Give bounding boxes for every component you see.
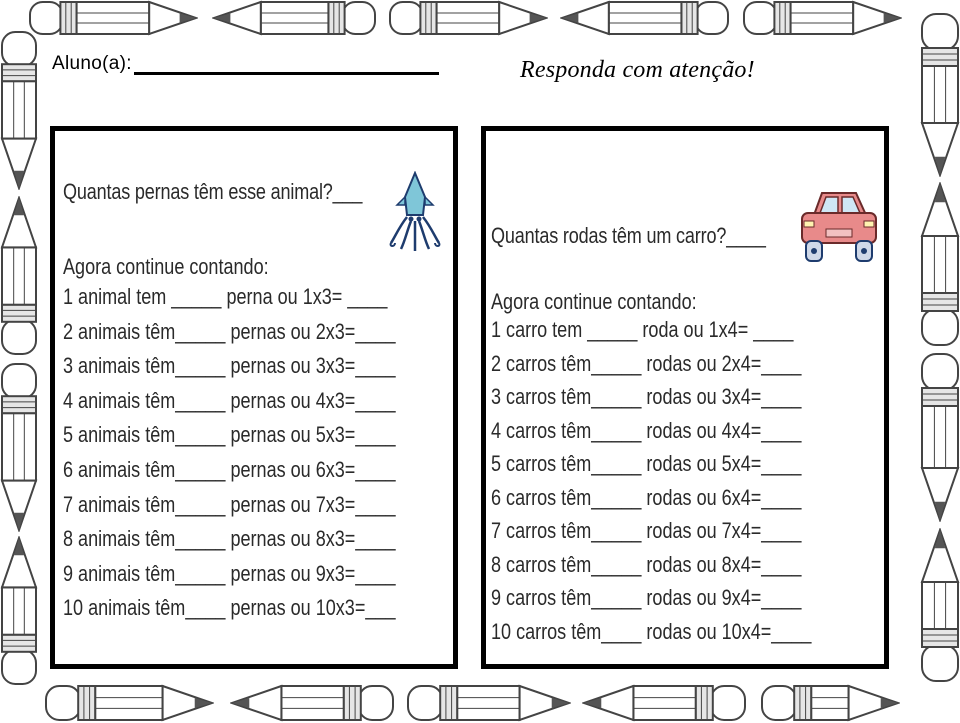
count-line: 5 carros têm_____ rodas ou 5x4=____ (491, 451, 802, 476)
pencil-icon (920, 528, 960, 683)
worksheet-slogan: Responda com atenção! (520, 57, 755, 83)
pencil-icon (920, 182, 960, 347)
pencil-icon (0, 196, 38, 356)
car-icon (800, 185, 878, 265)
pencil-icon (388, 0, 548, 36)
squid-icon (389, 171, 441, 253)
count-line: 9 carros têm_____ rodas ou 9x4=____ (491, 585, 802, 610)
count-line: 9 animais têm_____ pernas ou 9x3=____ (63, 560, 396, 586)
count-line: 1 animal tem _____ perna ou 1x3= ____ (63, 284, 388, 309)
count-line: 6 carros têm_____ rodas ou 6x4=____ (491, 484, 802, 510)
car-question: Quantas rodas têm um carro?____ (491, 223, 766, 248)
student-name-blank (134, 52, 439, 75)
count-line: 4 carros têm_____ rodas ou 4x4=____ (491, 417, 802, 443)
squid-exercise-panel (50, 126, 458, 669)
car-exercise-panel (481, 126, 889, 669)
pencil-icon (760, 684, 900, 722)
car-instructions: Agora continue contando: (491, 289, 697, 314)
pencil-icon (0, 362, 38, 532)
squid-question: Quantas pernas têm esse animal?___ (63, 179, 363, 204)
count-line: 6 animais têm_____ pernas ou 6x3=____ (63, 457, 396, 482)
pencil-icon (44, 684, 214, 722)
pencil-icon (212, 0, 377, 36)
count-line: 8 carros têm_____ rodas ou 8x4=____ (491, 551, 802, 577)
count-line: 10 carros têm____ rodas ou 10x4=____ (491, 618, 812, 644)
squid-instructions: Agora continue contando: (63, 254, 269, 279)
count-line: 5 animais têm_____ pernas ou 5x3=____ (63, 422, 396, 448)
count-line: 2 carros têm_____ rodas ou 2x4=____ (491, 350, 802, 376)
count-line: 4 animais têm_____ pernas ou 4x3=____ (63, 387, 396, 413)
pencil-icon (920, 352, 960, 522)
pencil-icon (560, 0, 730, 36)
count-line: 3 carros têm_____ rodas ou 3x4=____ (491, 384, 802, 409)
pencil-icon (0, 536, 38, 686)
pencil-icon (28, 0, 198, 36)
pencil-icon (920, 12, 960, 177)
count-line: 8 animais têm_____ pernas ou 8x3=____ (63, 526, 396, 552)
count-line: 1 carro tem _____ roda ou 1x4= ____ (491, 317, 794, 342)
count-line: 2 animais têm_____ pernas ou 2x3=____ (63, 318, 396, 344)
pencil-icon (742, 0, 902, 36)
student-label: Aluno(a): (52, 53, 132, 74)
count-line: 7 animais têm_____ pernas ou 7x3=____ (63, 491, 396, 517)
count-line: 7 carros têm_____ rodas ou 7x4=____ (491, 518, 802, 543)
count-line: 3 animais têm_____ pernas ou 3x3=____ (63, 353, 396, 379)
pencil-icon (230, 684, 395, 722)
student-name-line (52, 52, 439, 75)
pencil-icon (582, 684, 747, 722)
count-line: 10 animais têm____ pernas ou 10x3=___ (63, 595, 396, 621)
pencil-icon (406, 684, 571, 722)
pencil-icon (0, 30, 38, 190)
